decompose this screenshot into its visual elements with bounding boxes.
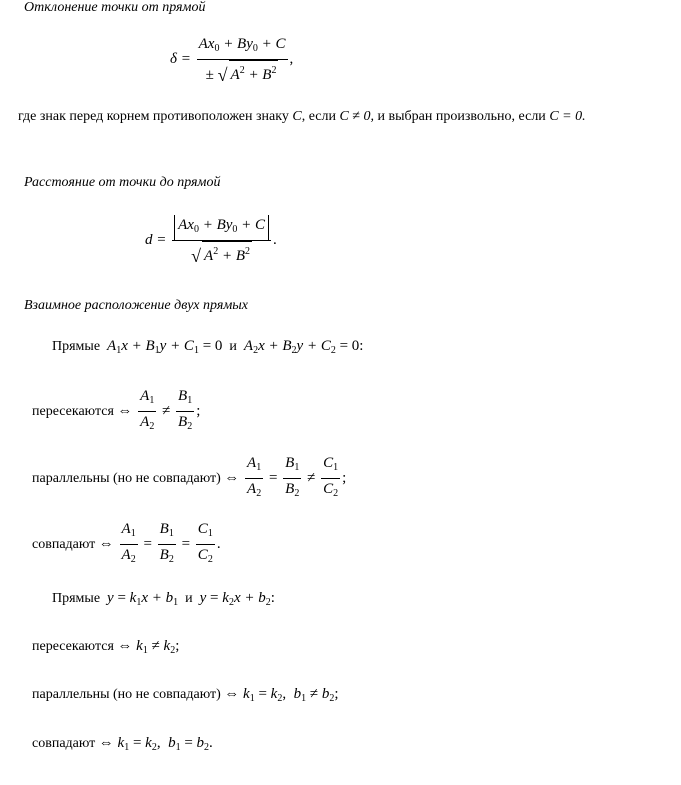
slope-intersect: пересекаются ⇔ $k_1 \ne k_2$; bbox=[32, 638, 180, 656]
lines-general-form: Прямые $A_1x + B_1y + C_1 = 0$ и $A_2x + B_2y + C_2 = 0$: bbox=[52, 338, 364, 356]
slope-parallel: параллельны (но не совпадают) ⇔ $k_1 = k_2$, $b_1 \ne b_2$; bbox=[32, 686, 339, 704]
general-parallel: параллельны (но не совпадают) ⇔ $\frac{A_1}{A_2}$ = $\frac{B_1}{B_2}$ ≠ $\frac{C_1}{C_2}$ ; bbox=[32, 455, 347, 499]
heading-deviation: Отклонение точки от прямой bbox=[24, 0, 206, 15]
lines-slope-form: Прямые $y = k_1x + b_1$ и $y = k_2x + b_2$: bbox=[52, 590, 275, 608]
general-coincide: совпадают ⇔ $\frac{A_1}{A_2}$ = $\frac{B_1}{B_2}$ = $\frac{C_1}{C_2}$ . bbox=[32, 521, 221, 565]
heading-mutual: Взаимное расположение двух прямых bbox=[24, 298, 248, 313]
heading-distance: Расстояние от точки до прямой bbox=[24, 175, 221, 190]
formula-distance: d = $\frac{Ax_0 + By_0 + C}{√ A^2 + B^2}$ . bbox=[145, 217, 277, 266]
general-intersect: пересекаются ⇔ $\frac{A_1}{A_2}$ ≠ $\frac{B_1}{B_2}$ ; bbox=[32, 388, 201, 432]
deviation-note: где знак перед корнем противоположен знаку C, если C ≠ 0, и выбран произвольно, если C = 0. bbox=[18, 109, 586, 124]
distance-fraction: $\frac{Ax_0 + By_0 + C}{√ A^2 + B^2}$ bbox=[172, 215, 271, 266]
formula-deviation: δ = $\frac{Ax_0 + By_0 + C}{\pm √ A^2 + B^2}$ , bbox=[170, 36, 294, 85]
deviation-fraction: $\frac{Ax_0 + By_0 + C}{\pm √ A^2 + B^2}$ bbox=[198, 36, 286, 85]
slope-coincide: совпадают ⇔ $k_1 = k_2$, $b_1 = b_2$. bbox=[32, 735, 213, 753]
